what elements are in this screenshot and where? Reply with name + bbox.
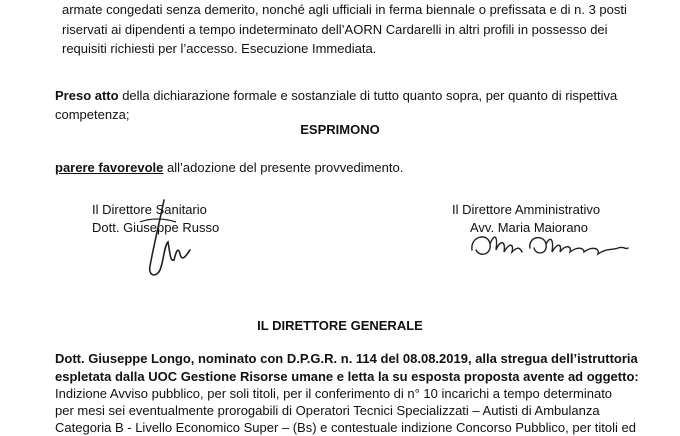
right-signature-scribble [466,228,636,262]
esprimono-heading: ESPRIMONO [300,122,380,137]
right-signatory-name: Avv. Maria Maiorano [470,220,589,235]
preso-atto-line [55,88,617,104]
preso-atto-rest: della dichiarazione formale e sostanziale di tutto quanto sopra, per quanto di rispettiva [118,88,618,103]
body-line-2: per mesi sei eventualmente prorogabili di Operatori Tecnici Specializzati – Autisti di Ambulanza [55,403,600,418]
intro-line-1: armate congedati senza demerito, nonché agli ufficiali in ferma biennale o prefissata e di n. 3 posti [62,2,627,17]
intro-line-3: requisiti richiesti per l’accesso. Esecuzione Immediata. [62,41,377,56]
parere-line [55,160,403,176]
body-line-1: Indizione Avviso pubblico, per soli titoli, per il conferimento di n° 10 incarichi a tempo determinato [55,386,613,401]
left-signature-scribble [120,192,200,284]
left-signatory-role: Il Direttore Sanitario [92,202,207,217]
preso-atto-lead: Preso atto [55,88,119,103]
body-bold-line-1: Dott. Giuseppe Longo, nominato con D.P.G.R. n. 114 del 08.08.2019, alla stregua dell’istruttoria [55,351,638,366]
preso-atto-line-2: competenza; [55,107,130,122]
right-signatory-role: Il Direttore Amministrativo [452,202,601,217]
intro-line-2: riservati ai dipendenti a tempo indeterminato dell’AORN Cardarelli in altri profili in possesso dei [62,22,608,37]
body-bold-line-2: espletata dalla UOC Gestione Risorse umane e letta la su esposta proposta avente ad oggetto: [55,369,639,384]
parere-rest: all’adozione del presente provvedimento. [163,160,404,175]
parere-lead: parere favorevole [55,160,164,175]
body-line-3: Categoria B - Livello Economico Super – (Bs) e contestuale indizione Concorso Pubblico, per titoli ed [55,420,636,435]
left-signatory-name: Dott. Giuseppe Russo [92,220,220,235]
direttore-generale-heading: IL DIRETTORE GENERALE [257,318,423,333]
